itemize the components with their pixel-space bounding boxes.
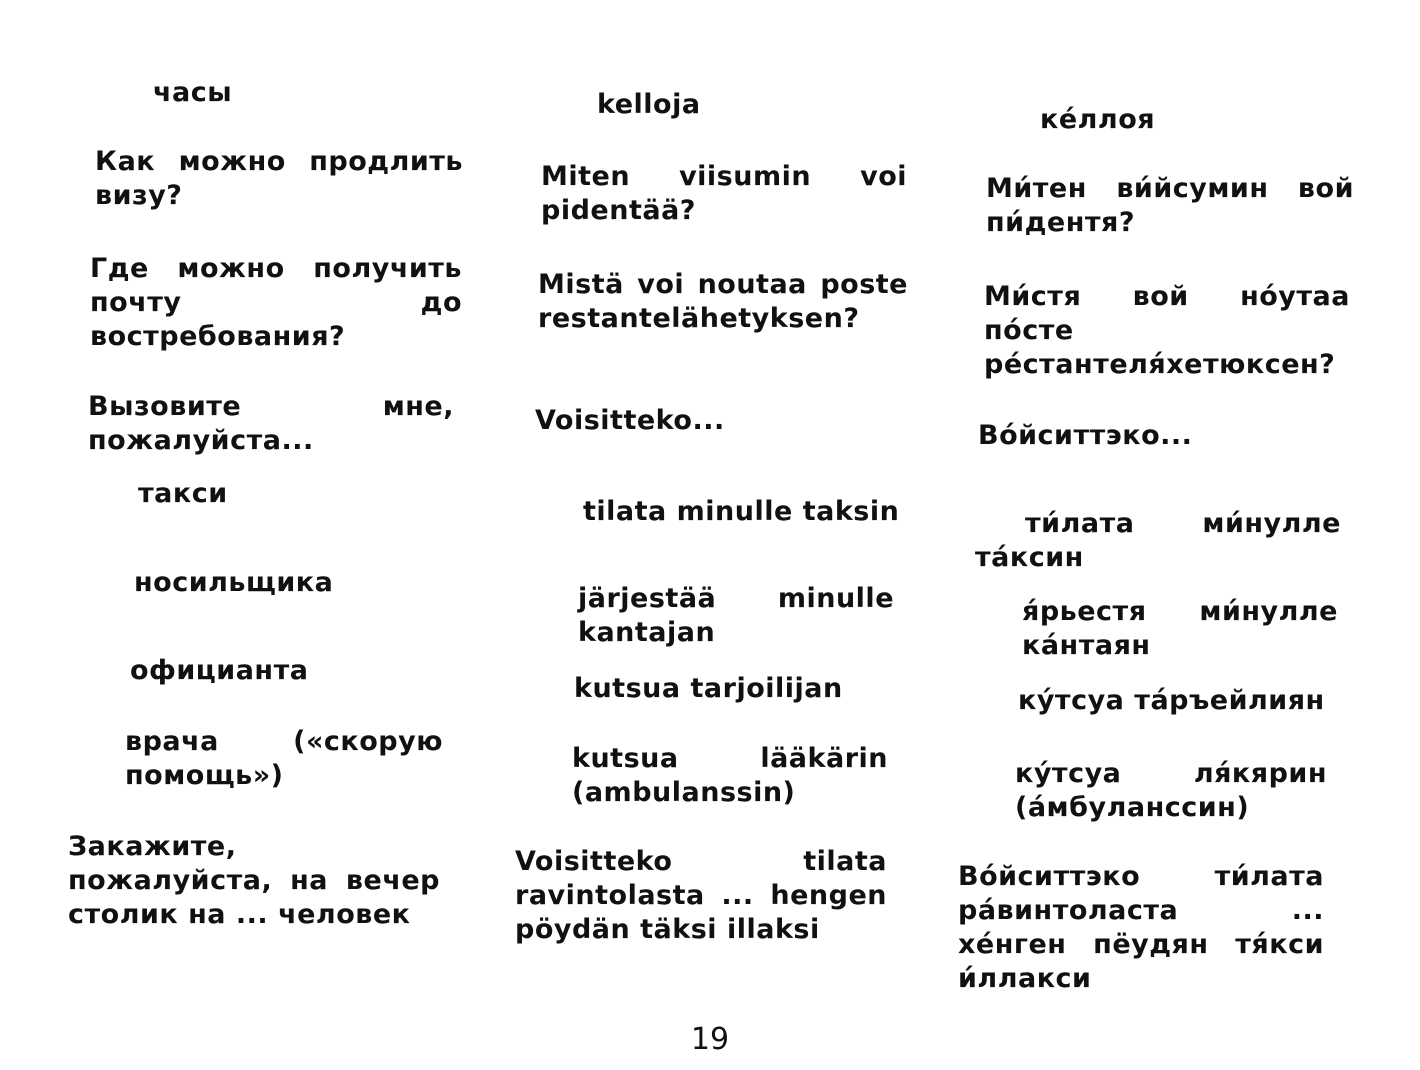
finnish-phrase: kutsua tarjoilijan [574, 673, 843, 704]
transcription: Ми́тен ви́йсумин вой пи́дентя? [986, 173, 1354, 238]
russian-phrase: официанта [130, 655, 309, 686]
finnish-phrase: Miten viisumin voi pidentää? [541, 161, 907, 226]
finnish-phrase: järjestää minulle kantajan [578, 583, 894, 648]
russian-phrase: врача («скорую помощь») [125, 726, 443, 791]
transcription: ку́тсуа ля́кярин (а́мбуланссин) [1015, 758, 1327, 823]
finnish-phrase: Voisitteko... [535, 405, 725, 436]
finnish-phrase: Voisitteko tilata ravintolasta ... hengen pöydän täksi illaksi [515, 846, 887, 945]
transcription: ку́тсуа та́ръейлиян [1018, 685, 1325, 716]
transcription: Во́йситтэко ти́лата ра́винтоласта ... хе́нген пёудян тя́кси и́ллакси [958, 861, 1324, 994]
russian-phrase: Вызовите мне, пожалуйста... [88, 391, 454, 456]
russian-phrase: носильщика [134, 567, 334, 598]
russian-phrase: часы [153, 77, 233, 108]
page-number: 19 [690, 1022, 730, 1057]
russian-phrase: Закажите, пожалуйста, на вечер столик на ... человек [68, 831, 440, 930]
finnish-phrase: Mistä voi noutaa poste restantelähetyksen? [538, 269, 908, 334]
transcription: я́рьестя ми́нулле ка́нтаян [1022, 596, 1338, 661]
russian-phrase: такси [138, 478, 228, 509]
transcription: ти́лата ми́нулле та́ксин [975, 508, 1341, 573]
finnish-phrase: kelloja [597, 89, 701, 120]
russian-phrase: Как можно продлить визу? [95, 146, 463, 211]
transcription: Во́йситтэко... [978, 420, 1193, 451]
transcription: ке́ллоя [1040, 104, 1156, 135]
finnish-phrase: tilata minulle taksin [583, 496, 900, 527]
finnish-phrase: kutsua lääkärin (ambulanssin) [572, 743, 888, 808]
russian-phrase: Где можно получить почту до востребования? [90, 253, 462, 352]
transcription: Ми́стя вой но́утаа по́сте ре́стантеля́хетюксен? [984, 281, 1350, 380]
